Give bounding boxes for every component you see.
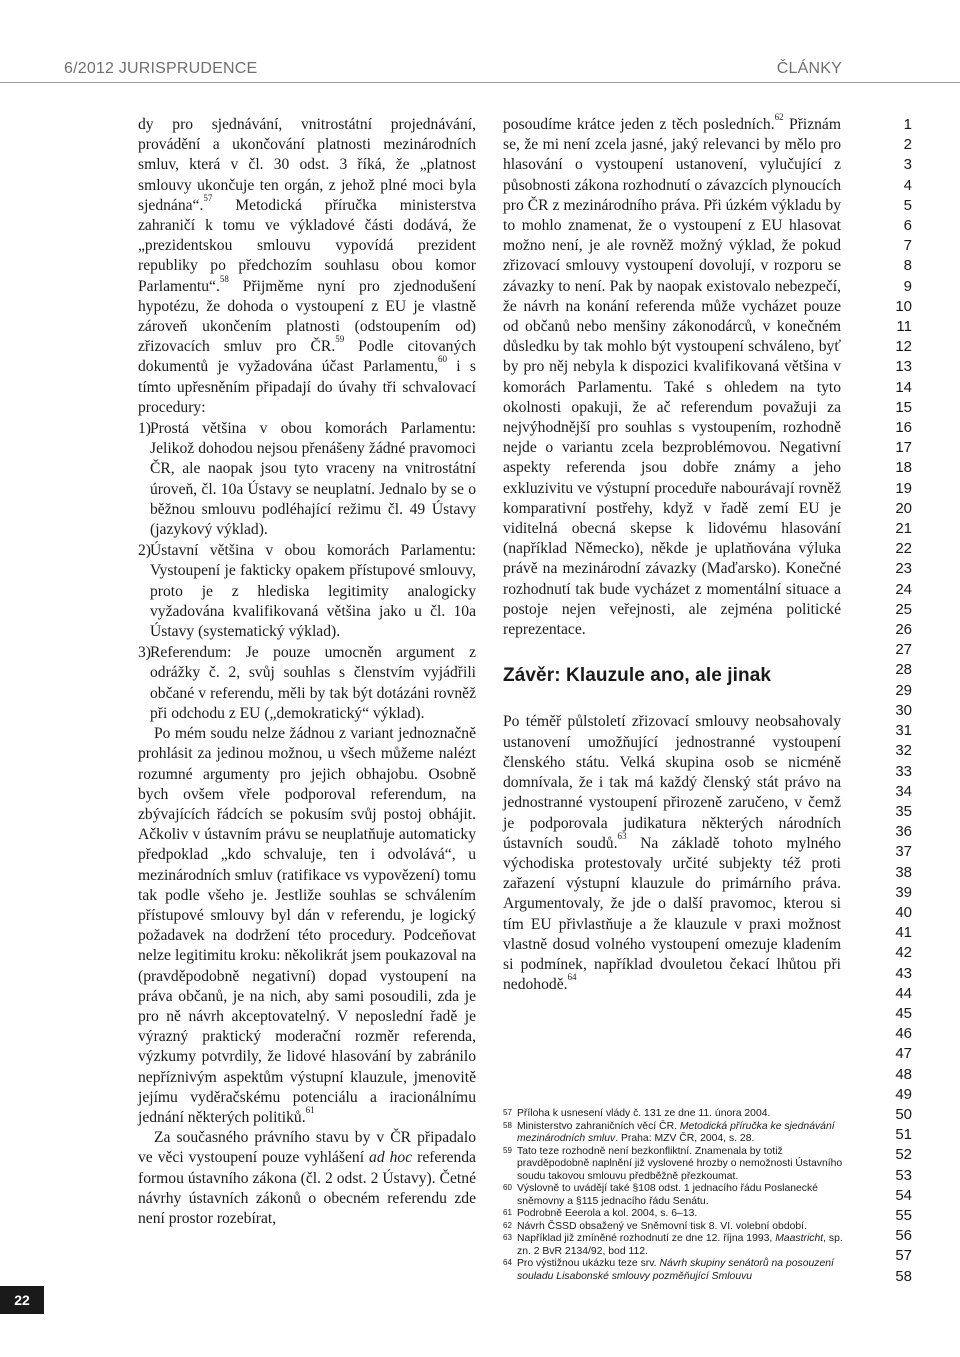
footnote-text: Příloha k usnesení vlády č. 131 ze dne 11. února 2004. <box>517 1108 771 1119</box>
line-number: 35 <box>895 802 912 820</box>
footnote-text: Například již zmíněné rozhodnutí ze dne 12. října 1993, Maastricht, sp. zn. 2 BvR 2134/92, bod 112. <box>517 1233 843 1257</box>
line-number: 25 <box>895 600 912 618</box>
italic-text: ad hoc <box>369 1149 413 1167</box>
line-number: 44 <box>895 984 912 1002</box>
list-text: Ústavní většina v obou komorách Parlamentu: Vystoupení je fakticky opakem přístupové smlouvy, proto je z hlediska legitimity analogicky vyžadována kvalifikovaná většina jako u čl. 10a Ústavy (systematický výklad). <box>150 542 476 641</box>
running-header-right: ČLÁNKY <box>776 60 842 77</box>
footnote-number: 62 <box>503 1220 512 1230</box>
list-number: 3) <box>138 644 151 662</box>
header-rule <box>0 82 960 83</box>
list-text: Referendum: Je pouze umocněn argument z odrážky č. 2, svůj souhlas s členstvím vyjádřili občané v referendu, měli by tak být dotázáni rovněž při odchodu z EU („demokratický“ výklad). <box>150 644 476 722</box>
italic-text: Maastricht <box>775 1233 824 1244</box>
line-number: 14 <box>895 378 912 396</box>
footnote-number: 61 <box>503 1208 512 1217</box>
line-number: 43 <box>895 964 912 982</box>
paragraph: Po téměř půlstoletí zřizovací smlouvy neobsahovaly ustanovení umožňující jednostranné vystoupení členského státu. Velká skupina osob se nicméně domnívala, že i tak má každý členský stát právo na jednostranné vystoupení přirozeně zaručeno, v čemž je podporovala judikatura některých národních ústavních soudů.$^{63}$ Na základě tohoto mylného východiska protestovaly určité subjekty též proti zařazení výstupní klauzule do primárního práva. Argumentovaly, že jde o další pravomoc, kterou si tím EU přivlastňuje a že klauzule v praxi možnost vlastně dosud volného vystoupení omezuje kladením si podmínek, například dvouletou čekací lhůtou při nedohodě.$^{64}$ <box>503 713 841 994</box>
line-number: 39 <box>895 883 912 901</box>
footnote-ref: 64 <box>567 972 577 983</box>
footnote-ref: 60 <box>438 354 448 365</box>
footnote <box>503 1208 848 1221</box>
line-number: 28 <box>895 661 912 679</box>
line-number: 55 <box>895 1206 912 1224</box>
footnote <box>503 1183 848 1208</box>
line-number: 5 <box>903 196 912 214</box>
line-number: 9 <box>903 277 912 295</box>
line-number: 1 <box>903 116 912 133</box>
line-number: 15 <box>895 398 912 416</box>
footnote-ref: 62 <box>774 112 784 122</box>
footnote-text: Výslovně to uvádějí také §108 odst. 1 jednacího řádu Poslanecké sněmovny a §115 jednacího řádu Senátu. <box>517 1183 818 1207</box>
line-number: 40 <box>895 903 912 921</box>
paragraph: dy pro sjednávání, vnitrostátní projednávání, provádění a ukončování platnosti mezinárodních smluv, která v čl. 30 odst. 3 říká, že „platnost smlouvy ukončuje ten orgán, z jehož plné moci byla sjednána“.$^{57}$ Metodická příručka ministerstva zahraničí k tomu ve výkladové části dodává, že „prezidentskou smlouvu vypovídá prezident republiky po předchozím souhlasu obou komor Parlamentu“.$^{58}$ Přijměme nyní pro zjednodušení hypotézu, že dohoda o vystoupení z EU je vlastně zároveň ukončením platnosti (odstoupením od) zřizovacích smluv pro ČR.$^{59}$ Podle citovaných dokumentů je vyžadována účast Parlamentu,$^{60}$ i s tímto upřesněním připadají do úvahy tři schvalovací procedury: <box>138 116 476 416</box>
line-number: 30 <box>895 701 912 719</box>
line-number: 21 <box>895 520 912 538</box>
line-number: 17 <box>895 439 912 457</box>
footnote-number: 58 <box>503 1120 512 1130</box>
footnote <box>503 1233 848 1258</box>
line-number: 11 <box>896 318 912 336</box>
line-number: 36 <box>895 823 912 841</box>
line-number: 12 <box>895 338 912 356</box>
footnote-number: 60 <box>503 1183 512 1192</box>
footnote-ref: 63 <box>617 830 627 841</box>
list-item <box>138 643 476 724</box>
line-number: 23 <box>895 560 912 578</box>
line-number: 20 <box>895 499 912 517</box>
line-number: 2 <box>903 136 912 154</box>
footnote-number: 63 <box>503 1233 512 1242</box>
footnotes <box>503 1108 848 1283</box>
footnote-ref: 58 <box>219 273 229 284</box>
line-number: 53 <box>895 1166 912 1184</box>
footnote <box>503 1146 848 1184</box>
line-number: 29 <box>895 681 912 699</box>
line-number: 51 <box>895 1126 912 1144</box>
line-number: 46 <box>895 1025 912 1043</box>
section-heading: Závěr: Klauzule ano, ale jinak <box>503 665 772 687</box>
line-number: 49 <box>895 1085 912 1103</box>
line-number: 31 <box>895 722 912 740</box>
line-number: 22 <box>895 540 912 558</box>
line-number: 56 <box>895 1227 912 1245</box>
list-item <box>138 419 476 540</box>
line-number: 41 <box>895 924 912 942</box>
right-column <box>503 112 841 995</box>
line-number: 18 <box>895 459 912 477</box>
footnote-text: Návrh ČSSD obsažený ve Sněmovní tisk 8. VI. volební období. <box>517 1220 807 1232</box>
line-number: 42 <box>895 944 912 962</box>
footnote <box>503 1221 848 1234</box>
line-number: 3 <box>903 156 912 174</box>
footnote <box>503 1108 848 1121</box>
line-number: 48 <box>895 1065 912 1083</box>
list-number: 1) <box>138 420 151 438</box>
list-item <box>138 541 476 642</box>
line-number: 19 <box>895 479 912 497</box>
line-numbers <box>872 115 912 1287</box>
footnote-text: Pro výstižnou ukázku teze srv. Návrh skupiny senátorů na posouzení souladu Lisabonské smlouvy pozměňující Smlouvu <box>517 1258 834 1282</box>
paragraph: Za současného právního stavu by v ČR připadalo ve věci vystoupení pouze vyhlášení ad hoc referenda formou ústavního zákona (čl. 2 odst. 2 Ústavy). Četné návrhy ústavních zákonů o obecném referendu zde není prostor rozebírat, <box>138 1129 476 1227</box>
left-column <box>138 115 476 1229</box>
paragraph: Po mém soudu nelze žádnou z variant jednoznačně prohlásit za jedinou možnou, u všech můžeme nalézt rozumné argumenty pro jejich obhajobu. Osobně bych ovšem vřele podporoval referendum, na zbývajících řádcích se pokusím svůj postoj obhájit. Ačkoliv v ústavním právu se neuplatňuje automaticky předpoklad „kdo schvaluje, ten i odvolává“, u mezinárodních smluv (ratifikace vs vypovězení) tomu tak podle všeho je. Jestliže souhlas se schválením přístupové smlouvy byl dán v referendu, je logický požadavek na dodržení této procedury. Podceňovat nelze legitimitu kroku: několikrát jsem poukazoval na (pravděpodobně negativní) dopad vystoupení na práva občanů, je na nich, aby sami posoudili, zda je pro ně návrh akceptovatelný. V neposlední řadě je výrazný praktický moderační rozměr referenda, výzkumy potvrdily, že lidové hlasování by zabránilo nepříznivým aspektům výstupní klauzule, jmenovitě jejímu vyděračskému potenciálu a iracionálnímu jednání některých politiků.$^{61}$ <box>138 725 476 1126</box>
footnote <box>503 1121 848 1146</box>
footnote <box>503 1258 848 1283</box>
footnote-number: 64 <box>503 1258 512 1267</box>
line-number: 38 <box>895 863 912 881</box>
footnote-text: Tato teze rozhodně není bezkonfliktní. Znamenala by totiž pravděpodobně naplnění již vyslovené hrozby o nemožnosti Ústavního soudu takovou smlouvu předběžně přezkoumat. <box>517 1145 843 1182</box>
footnote-number: 57 <box>503 1108 512 1117</box>
line-number: 6 <box>903 217 912 235</box>
line-number: 47 <box>895 1045 912 1063</box>
line-number: 7 <box>903 237 912 255</box>
line-number: 45 <box>895 1004 912 1022</box>
line-number: 58 <box>895 1267 912 1285</box>
line-number: 27 <box>895 641 912 659</box>
running-header-left: 6/2012 JURISPRUDENCE <box>64 60 258 77</box>
footnote-text: Ministerstvo zahraničních věcí ČR. Metodická příručka ke sjednávání mezinárodních smluv. Praha: MZV ČR, 2004, s. 28. <box>517 1120 835 1144</box>
line-number: 26 <box>895 621 912 639</box>
footnote-ref: 57 <box>203 192 213 203</box>
paragraph: posoudíme krátce jeden z těch posledních.$^{62}$ Přiznám se, že mi není zcela jasné, jaký relevanci by mělo pro hlasování o vystoupení ustanovení, vylučující z působnosti zákona rozhodnutí o závazcích plynoucích pro ČR z mezinárodního práva. Při úzkém výkladu by to mohlo znamenat, že o vystoupení z EU hlasovat možno není, je ale rovněž možný výklad, že pokud zřizovací smlouvy vystoupení dovolují, v rozporu se závazky to není. Pak by naopak existovalo nebezpečí, že návrh na konání referenda může vycházet pouze od občanů nebo menšiny zákonodárců, v konečném důsledku by tak mohlo být vystoupení schváleno, byť by pro něj nebyla k dispozici kvalifikovaná většina v komorách Parlamentu. Také s ohledem na tyto okolnosti opakuji, že ač referendum považuji za nejvýhodnější pro souhlas s vystoupením, rozhodně nejde o variantu zcela bezproblémovou. Negativní aspekty referenda jsou dobře známy a jeho exkluzivitu ve výstupní proceduře nabourávají rovněž komparativní postřehy, když v řadě zemí EU je viditelná obecná skepse k lidovému hlasování (například Německo), někde je uplatňována výluka právě na mezinárodní závazky (Maďarsko). Konečné rozhodnutí tak bude vycházet z momentální situace a postoje nejen veřejnosti, ale zejména politické reprezentace. <box>503 112 841 639</box>
line-number: 16 <box>895 419 912 437</box>
footnote-ref: 59 <box>335 334 345 345</box>
line-number: 33 <box>895 762 912 780</box>
line-number: 54 <box>895 1186 912 1204</box>
line-number: 24 <box>895 580 912 598</box>
line-number: 50 <box>895 1105 912 1123</box>
page-number: 22 <box>0 1286 44 1314</box>
list-text: Prostá většina v obou komorách Parlamentu: Jelikož dohodou nejsou přenášeny žádné pravomoci ČR, ale naopak jsou tyto vraceny na vnitrostátní úroveň, čl. 10a Ústavy se neuplatní. Jednalo by se o běžnou smlouvu podléhající režimu čl. 49 Ústavy (jazykový výklad). <box>150 420 476 539</box>
procedure-list <box>138 419 476 724</box>
line-number: 57 <box>895 1247 912 1265</box>
footnote-text: Podrobně Eeerola a kol. 2004, s. 6–13. <box>517 1208 698 1219</box>
line-number: 10 <box>895 297 912 315</box>
footnote-number: 59 <box>503 1145 512 1155</box>
footnote-ref: 61 <box>305 1104 315 1115</box>
line-number: 4 <box>903 176 912 194</box>
line-number: 34 <box>895 782 912 800</box>
line-number: 8 <box>903 257 912 275</box>
line-number: 32 <box>895 742 912 760</box>
line-number: 13 <box>895 358 912 376</box>
italic-text: Návrh skupiny senátorů na posouzení souladu Lisabonské smlouvy pozměňující Smlouvu <box>517 1258 834 1282</box>
list-number: 2) <box>138 542 151 560</box>
line-number: 52 <box>895 1146 912 1164</box>
line-number: 37 <box>895 843 912 861</box>
italic-text: Metodická příručka ke sjednávání mezinárodních smluv <box>517 1120 835 1144</box>
